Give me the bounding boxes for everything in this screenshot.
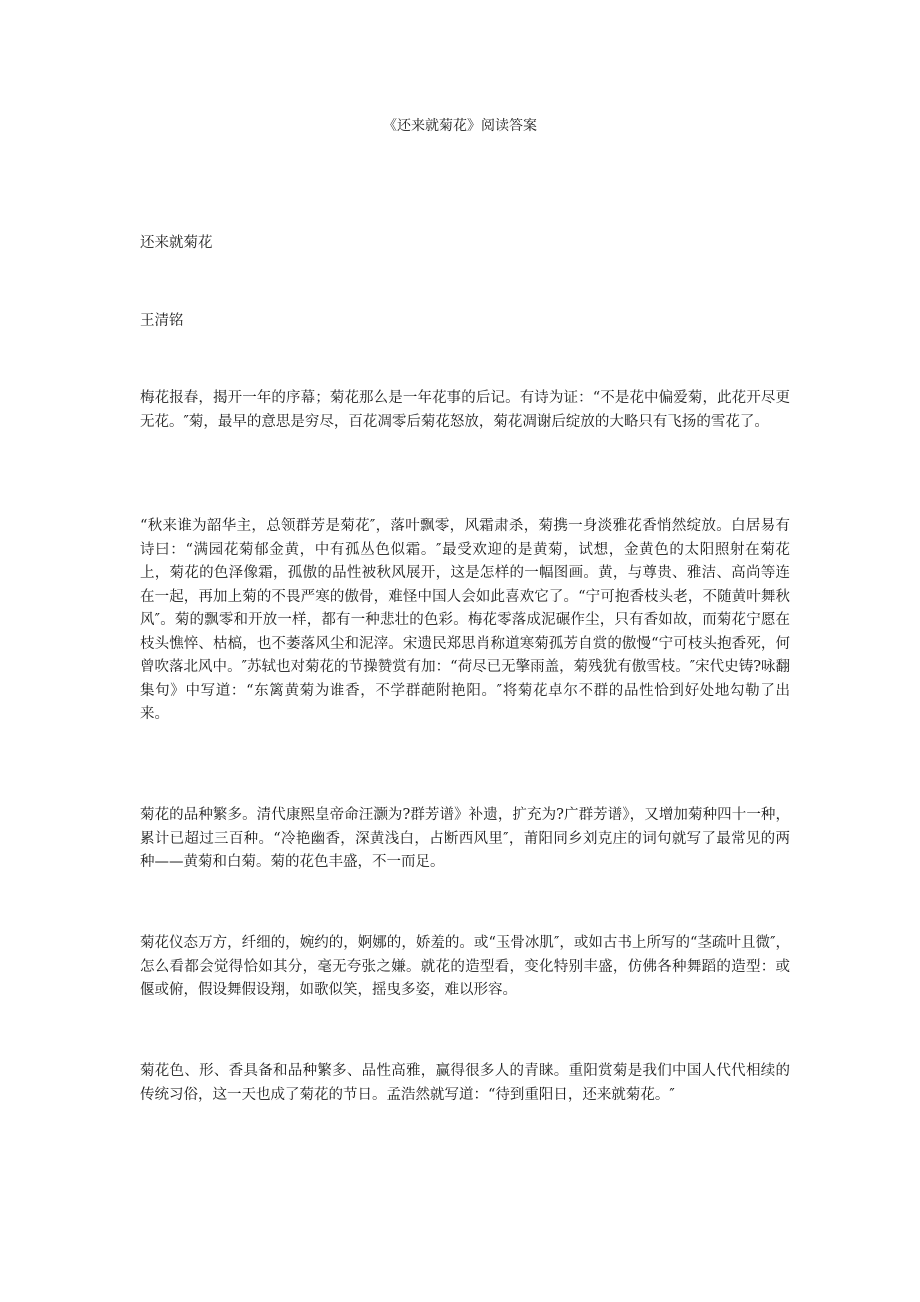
document-title: 《还来就菊花》阅读答案 [383,118,537,134]
paragraph: 菊花的品种繁多。清代康熙皇帝命汪灏为?群芳谱》补遗，扩充为?广群芳谱》，又增加菊种四十一种，累计已超过三百种。“冷艳幽香，深黄浅白，占断西风里″，莆阳同乡刘克庄的词句就写了最常见的两种——黄菊和白菊。菊的花色丰盛，不一而足。 [140,807,790,870]
author-name: 王清铭 [140,313,184,329]
paragraph: “秋来谁为韶华主，总领群芳是菊花″，落叶飘零，风霜肃杀，菊携一身淡雅花香悄然绽放。白居易有诗曰：“满园花菊郁金黄，中有孤丛色似霜。″最受欢迎的是黄菊，试想，金黄色的太阳照射在菊花上，菊花的色泽像霜，孤傲的品性被秋风展开，这是怎样的一幅图画。黄，与尊贵、雅洁、高尚等连在一起，再加上菊的不畏严寒的傲骨，难怪中国人会如此喜欢它了。“宁可抱香枝头老，不随黄叶舞秋风″。菊的飘零和开放一样，都有一种悲壮的色彩。梅花零落成泥碾作尘，只有香如故，而菊花宁愿在枝头憔悴、枯槁，也不萎落风尘和泥滓。宋遗民郑思肖称道寒菊孤芳自赏的傲慢“宁可枝头抱香死，何曾吹落北风中。″苏轼也对菊花的节操赞赏有加：“荷尽已无擎雨盖，菊残犹有傲雪枝。″宋代史铸?咏翻集句》中写道：“东篱黄菊为谁香，不学群葩附艳阳。″将菊花卓尔不群的品性恰到好处地勾勒了出来。 [140,518,790,722]
paragraph: 菊花色、形、香具备和品种繁多、品性高雅，赢得很多人的青睐。重阳赏菊是我们中国人代代相续的传统习俗，这一天也成了菊花的节日。孟浩然就写道：“待到重阳日，还来就菊花。″ [140,1063,790,1103]
paragraph: 梅花报春，揭开一年的序幕；菊花那么是一年花事的后记。有诗为证：“不是花中偏爱菊，此花开尽更无花。″菊，最早的意思是穷尽，百花凋零后菊花怒放，菊花凋谢后绽放的大略只有飞扬的雪花了。 [140,390,790,430]
paragraph: 菊花仪态万方，纤细的，婉约的，婀娜的，娇羞的。或“玉骨冰肌″，或如古书上所写的“茎疏叶且微″，怎么看都会觉得恰如其分，毫无夸张之嫌。就花的造型看，变化特别丰盛，仿佛各种舞蹈的造型：或偃或俯，假设舞假设翔，如歌似笑，摇曳多姿，难以形容。 [140,935,790,998]
article-title: 还来就菊花 [140,235,213,251]
